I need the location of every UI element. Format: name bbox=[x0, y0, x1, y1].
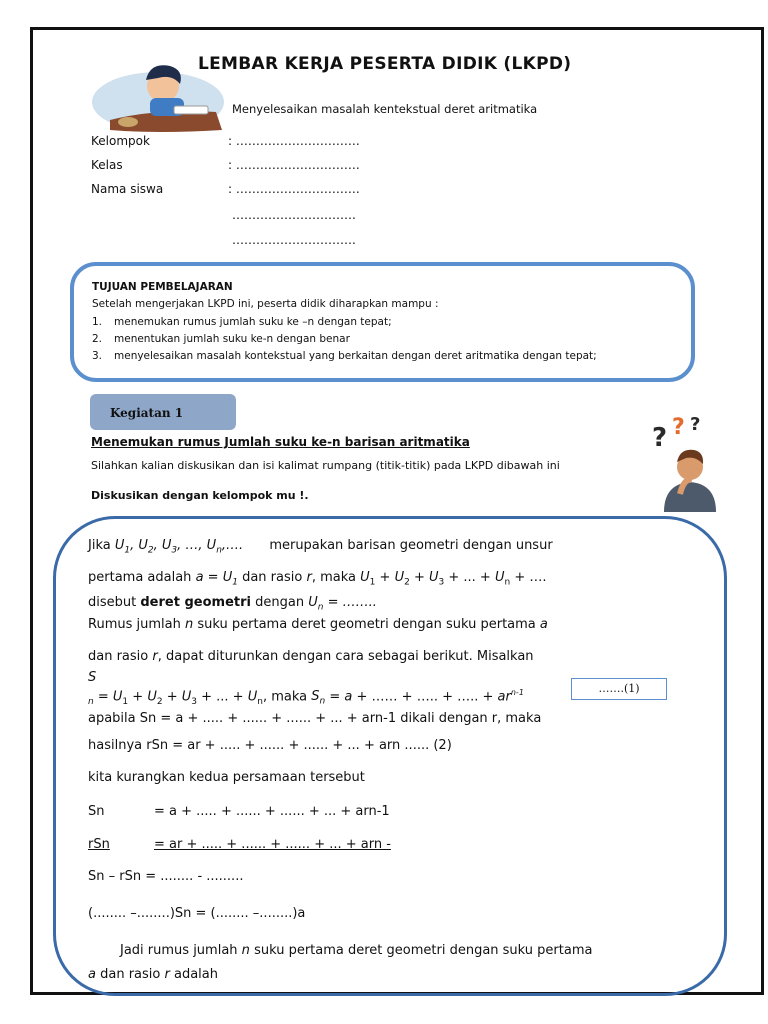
svg-text:?: ? bbox=[652, 423, 668, 453]
instruction-text: Silahkan kalian diskusikan dan isi kalimat rumpang (titik-titik) pada LKPD dibawah ini bbox=[91, 459, 560, 472]
svg-text:?: ? bbox=[672, 415, 685, 440]
field-input-nama-siswa-1[interactable]: : …………………………. bbox=[228, 182, 360, 196]
content-line-12: Sn – rSn = ........ - ......... bbox=[88, 869, 244, 884]
kegiatan-label: Kegiatan 1 bbox=[110, 406, 184, 420]
equation-1-input[interactable]: …….(1) bbox=[571, 678, 667, 700]
content-line-10-eq: = a + ..... + ...... + ...... + ... + arn-1 bbox=[154, 804, 390, 819]
tujuan-intro: Setelah mengerjakan LKPD ini, peserta didik diharapkan mampu : bbox=[92, 298, 439, 310]
section-title: Menemukan rumus Jumlah suku ke-n barisan aritmatika bbox=[91, 435, 470, 449]
content-line-13: (........ –........)Sn = (........ –........)a bbox=[88, 906, 306, 921]
content-line-14: Jadi rumus jumlah n suku pertama deret geometri dengan suku pertama bbox=[120, 943, 593, 958]
field-label-kelas: Kelas bbox=[91, 158, 123, 172]
field-label-nama-siswa: Nama siswa bbox=[91, 182, 164, 196]
content-line-10: Sn bbox=[88, 804, 105, 819]
content-line-9: kita kurangkan kedua persamaan tersebut bbox=[88, 770, 365, 785]
tujuan-item: 2. menentukan jumlah suku ke-n dengan benar bbox=[92, 333, 350, 345]
discuss-text: Diskusikan dengan kelompok mu !. bbox=[91, 489, 309, 502]
field-input-nama-siswa-2[interactable]: …………………………. bbox=[232, 208, 356, 222]
content-line-2: pertama adalah $a = U_1$ dan rasio r, maka $U_1 + U_2 + U_3$ + ... + $U_n$ + …. bbox=[88, 570, 547, 588]
tujuan-item: 3. menyelesaikan masalah kontekstual yang berkaitan dengan deret aritmatika dengan tepat; bbox=[92, 350, 597, 362]
field-input-kelas[interactable]: : …………………………. bbox=[228, 158, 360, 172]
page-subtitle: Menyelesaikan masalah kentekstual deret aritmatika bbox=[232, 102, 538, 116]
page-title: LEMBAR KERJA PESERTA DIDIK (LKPD) bbox=[198, 54, 572, 74]
content-line-11-eq: = ar + ..... + ...... + ...... + ... + arn - bbox=[154, 837, 391, 852]
content-line-8: hasilnya rSn = ar + ..... + ...... + ...... + ... + arn ...... (2) bbox=[88, 738, 452, 753]
content-line-11: rSn bbox=[88, 837, 110, 852]
thinking-person-illustration bbox=[650, 412, 722, 512]
content-line-15: a dan rasio r adalah bbox=[88, 967, 219, 982]
main-content-box bbox=[53, 516, 727, 996]
field-input-kelompok[interactable]: : …………………………. bbox=[228, 134, 360, 148]
content-line-5: dan rasio r, dapat diturunkan dengan cara sebagai berikut. Misalkan bbox=[88, 649, 534, 664]
content-line-3: disebut deret geometri dengan $U_n$ = …….. bbox=[88, 595, 377, 613]
tujuan-title: TUJUAN PEMBELAJARAN bbox=[92, 281, 233, 293]
tujuan-item: 1. menemukan rumus jumlah suku ke –n dengan tepat; bbox=[92, 316, 392, 328]
content-line-4: Rumus jumlah n suku pertama deret geometri dengan suku pertama a bbox=[88, 617, 548, 632]
content-line-6: $_n = U_1 + U_2 + U_3$ + ... + $U_n$, maka $S_n = a$ + …… + ….. + ….. + $ar^{n-1}$ bbox=[88, 688, 524, 707]
content-line-7: apabila Sn = a + ..... + ...... + ...... + ... + arn-1 dikali dengan r, maka bbox=[88, 711, 542, 726]
field-label-kelompok: Kelompok bbox=[91, 134, 150, 148]
field-input-nama-siswa-3[interactable]: …………………………. bbox=[232, 233, 356, 247]
content-line-1: Jika $U_1$, $U_2$, $U_3$, …, $U_n,\dots$. merupakan barisan geometri dengan unsur bbox=[88, 538, 553, 556]
content-line-6a: S bbox=[88, 670, 97, 685]
svg-text:?: ? bbox=[690, 414, 701, 435]
